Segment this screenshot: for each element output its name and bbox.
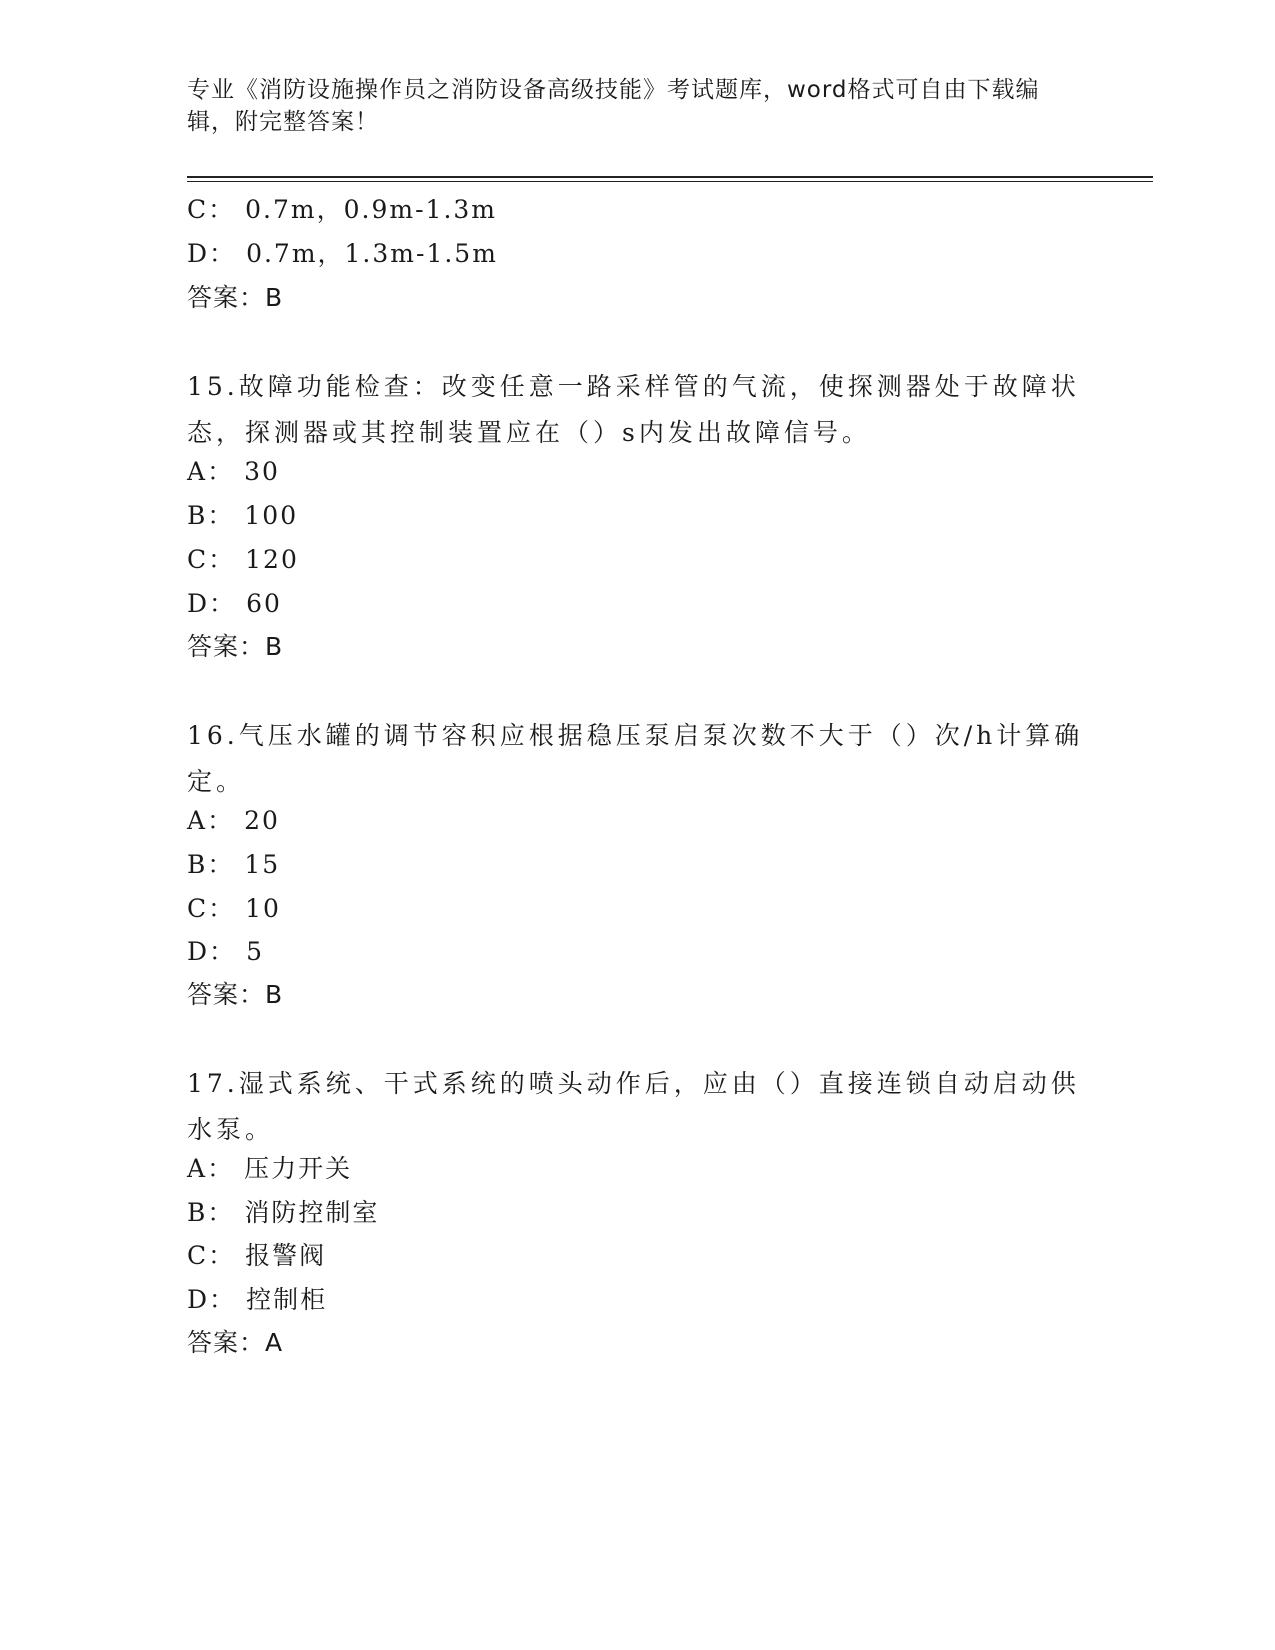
option-line — [187, 1197, 379, 1229]
option-letter: D — [187, 1285, 210, 1314]
option-line — [187, 194, 497, 226]
option-letter: B — [187, 1198, 208, 1227]
question-text: 17.湿式系统、干式系统的喷头动作后，应由（）直接连锁自动启动供水泵。 — [187, 1069, 1080, 1144]
header-divider-thick — [187, 176, 1153, 178]
answer-label: 答案： — [187, 1328, 266, 1357]
option-separator: ： — [207, 501, 235, 530]
option-line — [187, 456, 280, 488]
option-letter: A — [187, 457, 208, 486]
option-text: 100 — [244, 501, 299, 530]
option-text: 压力开关 — [244, 1154, 353, 1183]
option-line — [187, 1284, 327, 1316]
option-line — [187, 588, 282, 620]
answer-value: A — [265, 1328, 284, 1357]
option-line — [187, 1240, 326, 1272]
answer-line — [187, 631, 283, 663]
option-separator: ： — [209, 239, 237, 268]
option-letter: A — [187, 1154, 208, 1183]
option-text: 60 — [246, 589, 282, 618]
answer-label: 答案： — [187, 980, 266, 1009]
option-line — [187, 805, 280, 837]
answer-line — [187, 1327, 283, 1359]
option-text: 120 — [245, 545, 299, 574]
answer-line — [187, 979, 283, 1011]
option-line — [187, 936, 264, 968]
option-text: 0.7m，1.3m-1.5m — [246, 239, 498, 268]
answer-value: B — [265, 632, 284, 661]
option-separator: ： — [208, 545, 236, 574]
option-separator: ： — [207, 1198, 235, 1227]
option-line — [187, 238, 498, 270]
option-separator: ： — [209, 1285, 237, 1314]
answer-label: 答案： — [187, 632, 266, 661]
option-line — [187, 849, 280, 881]
option-text: 控制柜 — [246, 1285, 328, 1314]
option-text: 5 — [246, 937, 264, 966]
option-text: 报警阀 — [245, 1241, 327, 1270]
option-line — [187, 500, 298, 532]
option-separator: ： — [207, 850, 235, 879]
option-separator: ： — [209, 589, 237, 618]
option-letter: C — [187, 894, 209, 923]
option-letter: D — [187, 937, 210, 966]
option-letter: D — [187, 239, 210, 268]
option-letter: B — [187, 850, 208, 879]
header-divider-thin — [187, 181, 1153, 182]
question-text: 15.故障功能检查：改变任意一路采样管的气流，使探测器处于故障状态，探测器或其控制装置应在（）s内发出故障信号。 — [187, 372, 1080, 447]
answer-value: B — [265, 980, 284, 1009]
option-letter: A — [187, 806, 208, 835]
option-text: 20 — [244, 806, 280, 835]
question-text: 16.气压水罐的调节容积应根据稳压泵启泵次数不大于（）次/h计算确定。 — [187, 721, 1084, 796]
option-line — [187, 893, 281, 925]
document-header: 专业《消防设施操作员之消防设备高级技能》考试题库，word格式可自由下载编辑，附完整答案！ — [187, 77, 1040, 135]
option-separator: ： — [207, 1154, 235, 1183]
option-text: 0.7m，0.9m-1.3m — [245, 195, 497, 224]
answer-value: B — [265, 283, 284, 312]
option-letter: C — [187, 545, 209, 574]
option-separator: ： — [208, 894, 236, 923]
option-letter: C — [187, 1241, 209, 1270]
option-text: 15 — [244, 850, 281, 879]
option-text: 消防控制室 — [244, 1198, 380, 1227]
option-separator: ： — [207, 806, 235, 835]
option-line — [187, 544, 299, 576]
option-separator: ： — [209, 937, 237, 966]
answer-label: 答案： — [187, 283, 266, 312]
option-letter: C — [187, 195, 209, 224]
option-separator: ： — [208, 1241, 236, 1270]
option-letter: D — [187, 589, 210, 618]
option-line — [187, 1153, 352, 1185]
option-text: 10 — [245, 894, 281, 923]
option-text: 30 — [244, 457, 280, 486]
option-separator: ： — [208, 195, 236, 224]
option-letter: B — [187, 501, 208, 530]
option-separator: ： — [207, 457, 235, 486]
answer-line — [187, 282, 283, 314]
